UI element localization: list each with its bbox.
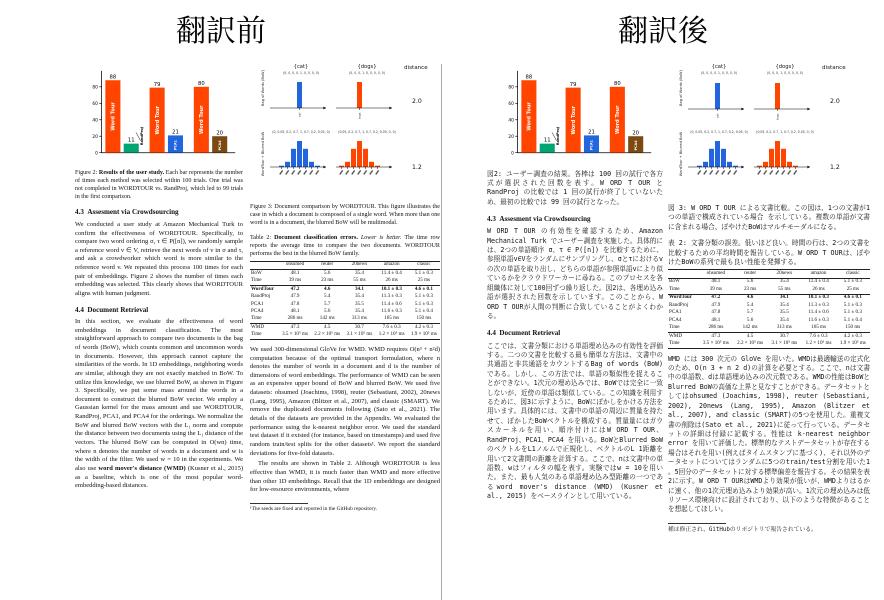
svg-text:Word Tour: Word Tour bbox=[570, 105, 577, 135]
svg-text:80: 80 bbox=[508, 85, 514, 91]
table2-classification-errors-jp: ohsumed reuter 20news amazon classic BoW 48.1 5.6 35.4 11.4 ± 0.4 5.1 ± 0.3 Time 39 ms 23 ms 55 ms 26 ms 25 ms WordTour 47.2 4.6 34.1 10.1 ± 0.3 4.6 ± 0.1 RandProj 47.9 5.4 35.4 11.3 ± 0.3 5.1 ± 0.3 PCA1 47.8 5.7 35.5 11.4 ± 0.6 5.1 ± 0.3 PCA4 48.1 5.6 35.4 11.6 ± 0.3 5.1 ± 0.4 Time 286 ms 142 ms 313 ms 165 ms 150 ms WMD 47.3 4.5 30.7 7.6 ± 0.3 4.2 ± 0.3 Time 3.5 × 10⁵ ms 2.2 × 10⁵ ms 3.1 × 10⁵ ms 1.2 × 10⁵ ms 1.9 × 10⁵ ms bbox=[668, 269, 870, 348]
svg-text:79: 79 bbox=[569, 81, 577, 88]
figure3-doc-comparison-chart-jp bbox=[668, 62, 870, 200]
svg-text:Word Tour: Word Tour bbox=[110, 102, 117, 131]
wmd-paragraph-jp: WMD には 300 次元の GloVe を用いた。WMDは最適輸送の定式化のため、O(n 3 + n 2 d)の計算を必要とする。ここで、nは文書中の単語数、dは単語埋め込みの次元数である。WMDの性能はBoWとBlurred BoWの高価な上界と見なすことができる。データセットとしてはohsumed (Joachims, 1998), reuter (Sebastiani, 2002), 20news (Lang, 1995), Amazon (Blitzer et al., 2007), and classic (SMART)の5つを使用した。重複文書の削除は(Sato et al., 2021)に従って行っている。データセットの詳細は付録に記載する。性能は k-nearest neighbor error を用いて評価した。標準的なテストデータセットが存在する場合はそれを用い(例えばタイムスタンプに基づく)、それ以外のデータセットについてはランダムに5つのtrain/test分割を用いた1 。5回分のデータセットに対する標準偏差を報告する。その結果を表2に示す。W ORD T OURはWMDより効果が低いが、WMDよりはるかに速く、他の1次元埋め込みより効果が高い。1次元の埋め込みは低リソース環境向けに設計されており、以下のような特徴があることを想起してほしい。 bbox=[668, 354, 870, 514]
fig3-distance-header: distance bbox=[404, 65, 428, 71]
fig3-panel-vector: (0, 0, 0, 1, 0, 0, 0, 0, 0) bbox=[767, 71, 803, 76]
fig3-panel-vector: (0, 0, 0, 0, 1, 0, 0, 0, 0) bbox=[701, 71, 737, 76]
svg-text:PCA1: PCA1 bbox=[589, 140, 594, 150]
svg-text:cat: cat bbox=[297, 112, 302, 118]
section-4-4-body-jp: ここでは、文書分類における単語埋め込みの有効性を評価する。二つの文書を比較する最も簡単な方法は、文書中の共通語と非共通語をカウントするBag of words (BoW)である。しかし、この方法では、単語の類似性を捉えることができない。1次元の埋め込みでは、BoWでは完全に一致しないが、近傍の単語は類似している。この知識を利用するために、図3に示すように、BoWにぼかしをかける方法を用います。具体的には、文書中の単語の周辺に質量を持たせて、ぼかしたBoWベクトルを構成する。質量量にはガウスカーネルを用い、順序付けにはW ORD T OUR、RandProj、PCA1、PCA4 を用いる。BoWとBlurred BoWのベクトルをL1ノルムで正規化し、ベクトルのL 1距離を用いて2文書間の距離を計算する。ここで、nは文書中の単語数、wはフィルタの幅を表す。実験ではw = 10を用いた。また、最も人気のある単語埋め込み型距離の一つであるword mover's distance (WMD) (Kusner et al., 2015) をベースラインとして用いている。 bbox=[487, 341, 663, 501]
table2-caption-rest: The time row reports the average time to compare the two documents. WORDTOUR performs the best in the blurred BoW family. bbox=[250, 234, 440, 257]
fig3-panel-title: {dogs} bbox=[775, 64, 795, 70]
fig3-row-label-blurred: WordTour + Blurred BoW bbox=[679, 131, 684, 177]
fig3-distance-value-blurred: 1.2 bbox=[412, 164, 422, 171]
section-4-3-body-jp: W ORD T OUR の有効性を確認するため、Amazon Mechanical Turk でユーザー調査を実施した。具体的には、2つの単語順序 σ、τ ∈ P([n]) を比較するために、参照単語v∈Vをランダムにサンプリングし、σとτにおけるvの次の単語を取り出し、どちらの単語が参照単語vにより似ているかをクラウドワーカーに尋ねる。このプロセスを各組織体に対して100回ずつ繰り返した。図2は、各埋め込み語が選択された回数を示しています。このことから、W ORD T OURが人間の判断に合致していることがよくわかる。 bbox=[487, 227, 663, 320]
fig3-distance-value-blurred: 1.2 bbox=[830, 164, 840, 171]
fig3-panel-title: {dogs} bbox=[357, 64, 377, 70]
svg-text:11: 11 bbox=[543, 137, 551, 144]
svg-text:21: 21 bbox=[588, 129, 595, 136]
svg-text:Word Tour: Word Tour bbox=[615, 105, 622, 135]
svg-text:11: 11 bbox=[127, 137, 135, 144]
figure2-caption-jp: 図2: ユーザー調査の結果。各棒は 100 回の試行で各方式が選択された回数を表す。W ORD T OUR と RandProj の比較では 1 回の試行が終了していないため、最初の比較では 99 回の試行となった。 bbox=[487, 169, 663, 206]
fig3-panel-title: {cat} bbox=[711, 64, 727, 70]
svg-text:40: 40 bbox=[508, 118, 514, 124]
section-4-3-body: We conducted a user study at Amazon Mechanical Turk to confirm the effectiveness of WORDTOUR. Specifically, to compare two word ordering σ, τ ∈ P([n]), we randomly sample a reference word v ∈ V, retrieve the next words of v in σ and τ, and ask a crowdworker which word is more similar to the reference word v. We repeated this process 100 times for each pair of embeddings. Figure 2 shows the number of times each embedding was selected. This clearly shows that WORDTOUR aligns with human judgment. bbox=[75, 220, 243, 297]
fig3-panel-title: {cat} bbox=[293, 64, 309, 70]
fig3-row-label-bow: Bag of Words (BoW) bbox=[679, 69, 684, 106]
results-paragraph: The results are shown in Table 2. Although WORDTOUR is less effective than WMD, it is much faster than WMD and more effective than other 1D embeddings. Recall that the 1D embeddings are designed for low-resource environments, where bbox=[250, 460, 440, 494]
svg-text:PCA4: PCA4 bbox=[217, 140, 222, 151]
footnote-rule bbox=[250, 503, 308, 504]
svg-text:60: 60 bbox=[508, 101, 514, 107]
fig3-panel bbox=[270, 130, 332, 182]
table2-caption-prefix: Table 2: bbox=[250, 234, 275, 241]
svg-text:RandProj: RandProj bbox=[556, 126, 561, 146]
svg-text:Word Tour: Word Tour bbox=[526, 102, 533, 131]
svg-text:79: 79 bbox=[153, 81, 161, 88]
svg-text:Word Tour: Word Tour bbox=[154, 105, 161, 135]
section-4-4-body-post: (Kusner et al., 2015) as a baseline, which is one of the most popular word-embedding-based distances. bbox=[75, 464, 243, 490]
table2-classification-errors: ohsumed reuter 20news amazon classic BoW 48.1 5.6 35.4 11.4 ± 0.4 5.1 ± 0.3 Time 39 ms 23 ms 55 ms 26 ms 25 ms WordTour 47.2 4.6 34.1 10.1 ± 0.3 4.6 ± 0.1 RandProj 47.9 5.4 35.4 11.3 ± 0.3 5.1 ± 0.3 PCA1 47.8 5.7 35.5 11.4 ± 0.6 5.1 ± 0.3 PCA4 48.1 5.6 35.4 11.6 ± 0.3 5.1 ± 0.4 Time 286 ms 142 ms 313 ms 165 ms 150 ms WMD 47.3 4.5 30.7 7.6 ± 0.3 4.2 ± 0.3 Time 3.5 × 10⁵ ms 2.2 × 10⁵ ms 3.1 × 10⁵ ms 1.2 × 10⁵ ms 1.9 × 10⁵ ms bbox=[250, 261, 440, 340]
figure2-caption-bold: Results of the user study. bbox=[98, 169, 166, 176]
fig3-distance-header: distance bbox=[822, 65, 846, 71]
svg-text:dogs: dogs bbox=[775, 113, 780, 120]
fig3-distance-value-bow: 2.0 bbox=[830, 98, 840, 105]
fig3-panel bbox=[754, 64, 816, 123]
table2-caption bbox=[250, 235, 440, 259]
svg-text:PCA1: PCA1 bbox=[173, 140, 178, 150]
section-4-4-heading-jp: 4.4 Document Retrieval bbox=[487, 329, 561, 338]
figure3-doc-comparison-chart bbox=[250, 62, 440, 200]
figure2-caption bbox=[75, 170, 243, 202]
figure3-caption-jp: 図 3: W ORD T OUR による文書比較。この図は、1つの文書が1つの単語で構成されている場合 を示している。複数の単語が文書に含まれる場合、ぼやけたBoWはマルチモーダルになる。 bbox=[668, 204, 870, 231]
section-4-4-body bbox=[75, 318, 243, 491]
fig3-panel bbox=[754, 130, 816, 182]
section-4-4-body-bold: word mover's distance (WMD) bbox=[98, 464, 186, 472]
left-page-column-1 bbox=[75, 68, 243, 598]
left-page-column-2 bbox=[250, 62, 440, 598]
fig3-panel bbox=[270, 64, 332, 123]
right-page-column-2 bbox=[668, 62, 870, 598]
svg-text:RandProj: RandProj bbox=[140, 126, 145, 146]
svg-text:20: 20 bbox=[216, 130, 224, 137]
before-translation-title: 翻訳前 bbox=[176, 14, 266, 49]
fig3-row-label-blurred: WordTour + Blurred BoW bbox=[261, 131, 266, 177]
footnote-rule-jp bbox=[668, 523, 726, 524]
fig3-panel-vector: (0.05, 0.2, 0.7, 1, 0.7, 0.2, 0.05, 0, 0) bbox=[338, 130, 396, 134]
svg-text:0: 0 bbox=[511, 151, 514, 157]
section-4-3-heading-jp: 4.3 Assesment via Crowdsourcing bbox=[487, 215, 591, 224]
table2-caption-jp: 表 2: 文書分類の誤差。低いほど良い。時間の行は、2つの文書を比較するための平均時間を報告している。W ORD T OURは、ぼやけたBoWの系列で最も良い性能を発揮する。 bbox=[668, 239, 870, 266]
figure2-caption-prefix: Figure 2: bbox=[75, 169, 99, 176]
after-translation-title: 翻訳後 bbox=[618, 14, 708, 49]
fig3-panel-vector: (0.05, 0.2, 0.7, 1, 0.7, 0.2, 0.05, 0, 0) bbox=[756, 130, 814, 134]
svg-text:80: 80 bbox=[613, 80, 621, 87]
fig3-panel-vector: (0, 0.05, 0.2, 0.7, 1, 0.7, 0.2, 0.05, 0) bbox=[272, 130, 330, 134]
fig3-row-label-bow: Bag of Words (BoW) bbox=[261, 69, 266, 106]
figure2-user-study-chart-jp bbox=[495, 68, 655, 166]
fig3-panel-vector: (0, 0, 0, 0, 1, 0, 0, 0, 0) bbox=[283, 70, 319, 75]
svg-text:21: 21 bbox=[172, 129, 179, 136]
svg-text:60: 60 bbox=[92, 101, 98, 107]
svg-text:Word Tour: Word Tour bbox=[199, 105, 206, 135]
fig3-panel-vector: (0, 0.05, 0.2, 0.7, 1, 0.7, 0.2, 0.05, 0) bbox=[690, 130, 748, 134]
svg-text:20: 20 bbox=[632, 130, 640, 137]
svg-text:0: 0 bbox=[95, 151, 98, 157]
svg-text:80: 80 bbox=[197, 80, 205, 87]
svg-text:dogs: dogs bbox=[357, 112, 362, 120]
svg-text:88: 88 bbox=[525, 74, 533, 81]
svg-text:cat: cat bbox=[715, 113, 720, 119]
page-divider bbox=[441, 64, 442, 600]
section-4-4-heading: 4.4 Document Retrieval bbox=[75, 305, 149, 314]
footnote-text: ¹The seeds are fixed and reported in the GitHub repository. bbox=[250, 505, 378, 512]
figure2-user-study-chart bbox=[79, 68, 239, 166]
figure3-caption: Figure 3: Document comparison by WORDTOUR. This figure illustrates the case in which a document is composed of a single word. When more than one word is in a document, the blurred BoW will be multimodal. bbox=[250, 204, 440, 226]
fig3-panel bbox=[336, 130, 398, 182]
svg-text:20: 20 bbox=[92, 134, 98, 140]
fig3-distance-value-bow: 2.0 bbox=[412, 98, 422, 105]
wmd-paragraph: We used 300-dimensional GloVe for WMD. WMD requires O(n³ + n²d) computation because of the optimal transport formulation, where n denotes the number of words in a document and d is the number of dimensions of word embeddings. The performance of WMD can be seen as an expensive upper bound of BoW and blurred BoW. We used five datasets: ohsumed (Joachims, 1998), reuter (Sebastiani, 2002), 20news (Lang, 1995), Amazon (Blitzer et al., 2007), and classic (SMART). We remove the duplicated documents following (Sato et al., 2021). The details of the datasets are provided in the Appendix. We evaluated the performance using the k-nearest neighbor error. We used the standard test dataset if it existed (for instance, based on timestamps) and used five random train/test splits for the other datasets¹. We report the standard deviations for five-fold datasets. bbox=[250, 345, 440, 457]
table2-caption-bold: Document classification errors. bbox=[274, 234, 361, 241]
svg-text:20: 20 bbox=[508, 134, 514, 140]
svg-text:88: 88 bbox=[109, 74, 117, 81]
table2-caption-italic: Lower is better. bbox=[360, 234, 405, 241]
fig3-panel-vector: (0, 0, 0, 1, 0, 0, 0, 0, 0) bbox=[349, 70, 385, 75]
fig3-panel bbox=[336, 64, 398, 123]
svg-text:PCA4: PCA4 bbox=[633, 140, 638, 151]
section-4-4-body-pre: In this section, we evaluate the effectiveness of word embeddings in document classification. The most straightforward approach to compare two documents is the bag of words (BoW), which counts common and uncommon words in documents. However, this approach cannot capture the similarities of the words. In 1D embeddings, neighboring words are similar, although they are not exactly matched in BoW. To utilize this knowledge, we use blurred BoW, as shown in Figure 3. Specifically, we put some mass around the words in a document to construct the blurred BoW vector. We employ a Gaussian kernel for the mass amount and use WORDTOUR, RandProj, PCA1, and PCA4 for the orderings. We normalize the BoW and blurred BoW vectors with the L₁ norm and compute the distance between two documents using the L₁ distance of the vectors. The blurred BoW can be computed in O(wn) time, where n denotes the number of words in a document and w is the width of the filter. We used w = 10 in the experiments. We also use bbox=[75, 318, 243, 472]
fig3-panel bbox=[688, 64, 750, 123]
figure2-caption-rest: Each bar represents the number of times each method was selected within 100 trials. One trial was not completed in WORDTOUR vs. RandProj, which led to 99 trials in the first comparison. bbox=[75, 169, 243, 200]
svg-text:80: 80 bbox=[92, 85, 98, 91]
footnote-text-jp: 種は修正され、GitHubのリポジトリで報告されている。 bbox=[668, 526, 817, 533]
right-page-column-1 bbox=[487, 68, 663, 598]
fig3-panel bbox=[688, 130, 750, 182]
svg-text:40: 40 bbox=[92, 118, 98, 124]
section-4-3-heading: 4.3 Assesment via Crowdsourcing bbox=[75, 208, 179, 217]
